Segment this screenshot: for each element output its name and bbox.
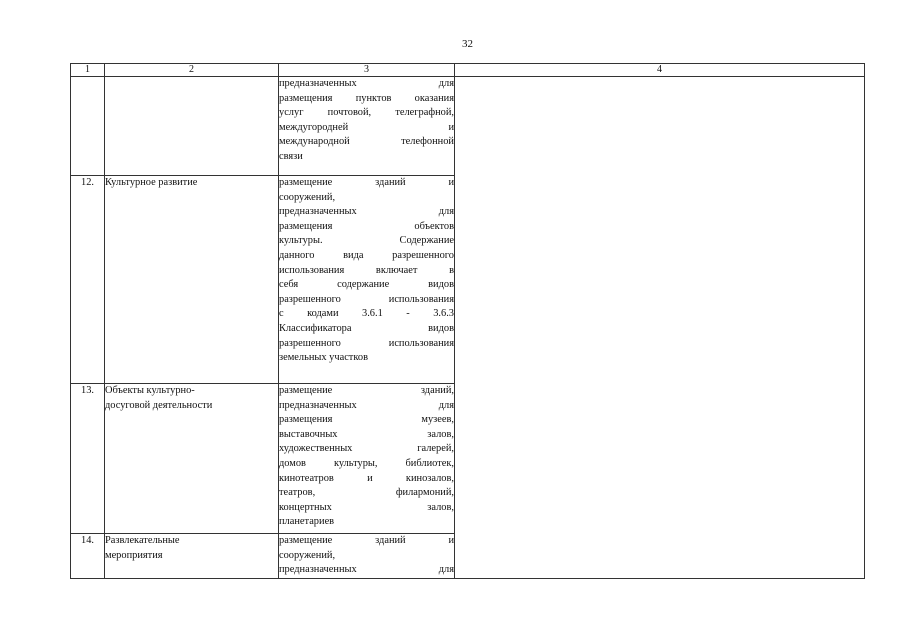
desc-word: с	[279, 308, 284, 320]
desc-line	[279, 205, 454, 220]
desc-line: сооружений,	[279, 191, 336, 203]
desc-word: предназначенных	[279, 206, 357, 218]
header-cell-3: 3	[279, 64, 455, 77]
desc-line: земельных участков	[279, 352, 368, 364]
desc-word: Содержание	[399, 235, 454, 247]
row-name-line: мероприятия	[105, 549, 163, 561]
row-name-line: Объекты культурно-	[105, 385, 195, 396]
desc-word: и	[448, 177, 454, 188]
row-description-cell	[279, 534, 455, 579]
desc-line: размещения пунктов оказания	[279, 92, 454, 104]
desc-line	[279, 413, 454, 428]
desc-line: разрешенного использования	[279, 337, 454, 349]
desc-word: размещения	[279, 414, 333, 426]
desc-line: разрешенного использования	[279, 293, 454, 305]
desc-word: для	[438, 206, 454, 218]
row-number-cell: 12.	[71, 176, 105, 384]
desc-line: домов культуры, библиотек,	[279, 457, 454, 469]
desc-line	[279, 176, 454, 191]
desc-line	[279, 486, 454, 501]
row-number-cell: 14.	[71, 534, 105, 579]
desc-word: залов,	[427, 428, 454, 440]
row-name-cell	[105, 176, 279, 384]
desc-word: предназначенных	[279, 78, 357, 89]
desc-word: театров,	[279, 487, 316, 499]
desc-line: кинотеатров и кинозалов,	[279, 472, 454, 484]
desc-line: данного вида разрешенного	[279, 249, 454, 261]
row-name-cell	[105, 384, 279, 534]
table-row-continuation	[71, 77, 865, 176]
desc-word: художественных	[279, 443, 353, 455]
desc-word: выставочных	[279, 428, 338, 440]
desc-line	[279, 278, 454, 293]
column-4-cell	[455, 77, 865, 579]
desc-line	[279, 442, 454, 457]
desc-word: музеев,	[421, 414, 454, 426]
row-description-cell	[279, 176, 455, 384]
desc-word: и	[448, 535, 454, 546]
page-number: 32	[462, 38, 473, 50]
desc-word: содержание	[337, 279, 390, 291]
desc-word: зданий	[375, 177, 406, 188]
desc-word: 3.6.3	[433, 308, 454, 320]
desc-line	[279, 322, 454, 337]
row-name-cell	[105, 77, 279, 176]
desc-word: размещение	[279, 535, 333, 546]
desc-word: размещения	[279, 220, 333, 232]
desc-word: Классификатора	[279, 322, 352, 334]
desc-word: залов,	[427, 501, 454, 513]
desc-line: услуг почтовой, телеграфной,	[279, 107, 454, 119]
desc-line	[279, 234, 454, 249]
desc-word: 3.6.1	[362, 308, 383, 320]
desc-word: галерей,	[417, 443, 454, 455]
desc-word: зданий,	[420, 385, 454, 396]
desc-line	[279, 220, 454, 235]
desc-line	[279, 307, 454, 322]
desc-line	[279, 77, 454, 92]
desc-word: культуры.	[279, 235, 323, 247]
desc-line	[279, 384, 454, 399]
desc-line: связи	[279, 150, 303, 162]
land-use-table	[70, 63, 865, 579]
desc-line: сооружений,	[279, 549, 336, 561]
desc-word: размещение	[279, 385, 333, 396]
header-cell-4: 4	[455, 64, 865, 77]
desc-word: для	[438, 78, 454, 89]
desc-line	[279, 501, 454, 516]
desc-line: планетариев	[279, 516, 335, 528]
row-number-cell: 13.	[71, 384, 105, 534]
desc-word: междугородней	[279, 121, 349, 133]
desc-line	[279, 121, 454, 136]
header-cell-2: 2	[105, 64, 279, 77]
desc-word: зданий	[375, 535, 406, 546]
desc-word: и	[448, 121, 454, 133]
row-name-line: досуговой деятельности	[105, 399, 213, 411]
desc-word: предназначенных	[279, 564, 357, 576]
row-name-line: Развлекательные	[105, 535, 180, 546]
desc-word: филармоний,	[395, 487, 454, 499]
row-number-cell	[71, 77, 105, 176]
desc-line: использования включает в	[279, 264, 454, 276]
row-description-cell	[279, 384, 455, 534]
desc-word: концертных	[279, 501, 332, 513]
desc-word: видов	[428, 322, 454, 334]
table-header-row	[71, 64, 865, 77]
desc-line	[279, 534, 454, 549]
desc-word: для	[438, 399, 454, 411]
desc-word: себя	[279, 279, 299, 291]
header-cell-1: 1	[71, 64, 105, 77]
row-description-cell	[279, 77, 455, 176]
desc-line	[279, 399, 454, 414]
desc-line	[279, 428, 454, 443]
desc-word: размещение	[279, 177, 333, 188]
desc-word: кодами	[307, 308, 339, 320]
desc-word: видов	[428, 279, 454, 291]
desc-word: предназначенных	[279, 399, 357, 411]
row-name-line: Культурное развитие	[105, 177, 198, 188]
desc-word: -	[406, 308, 410, 320]
desc-word: для	[438, 564, 454, 576]
row-name-cell	[105, 534, 279, 579]
desc-line: международной телефонной	[279, 136, 454, 148]
desc-line	[279, 563, 454, 578]
desc-word: объектов	[414, 220, 454, 232]
